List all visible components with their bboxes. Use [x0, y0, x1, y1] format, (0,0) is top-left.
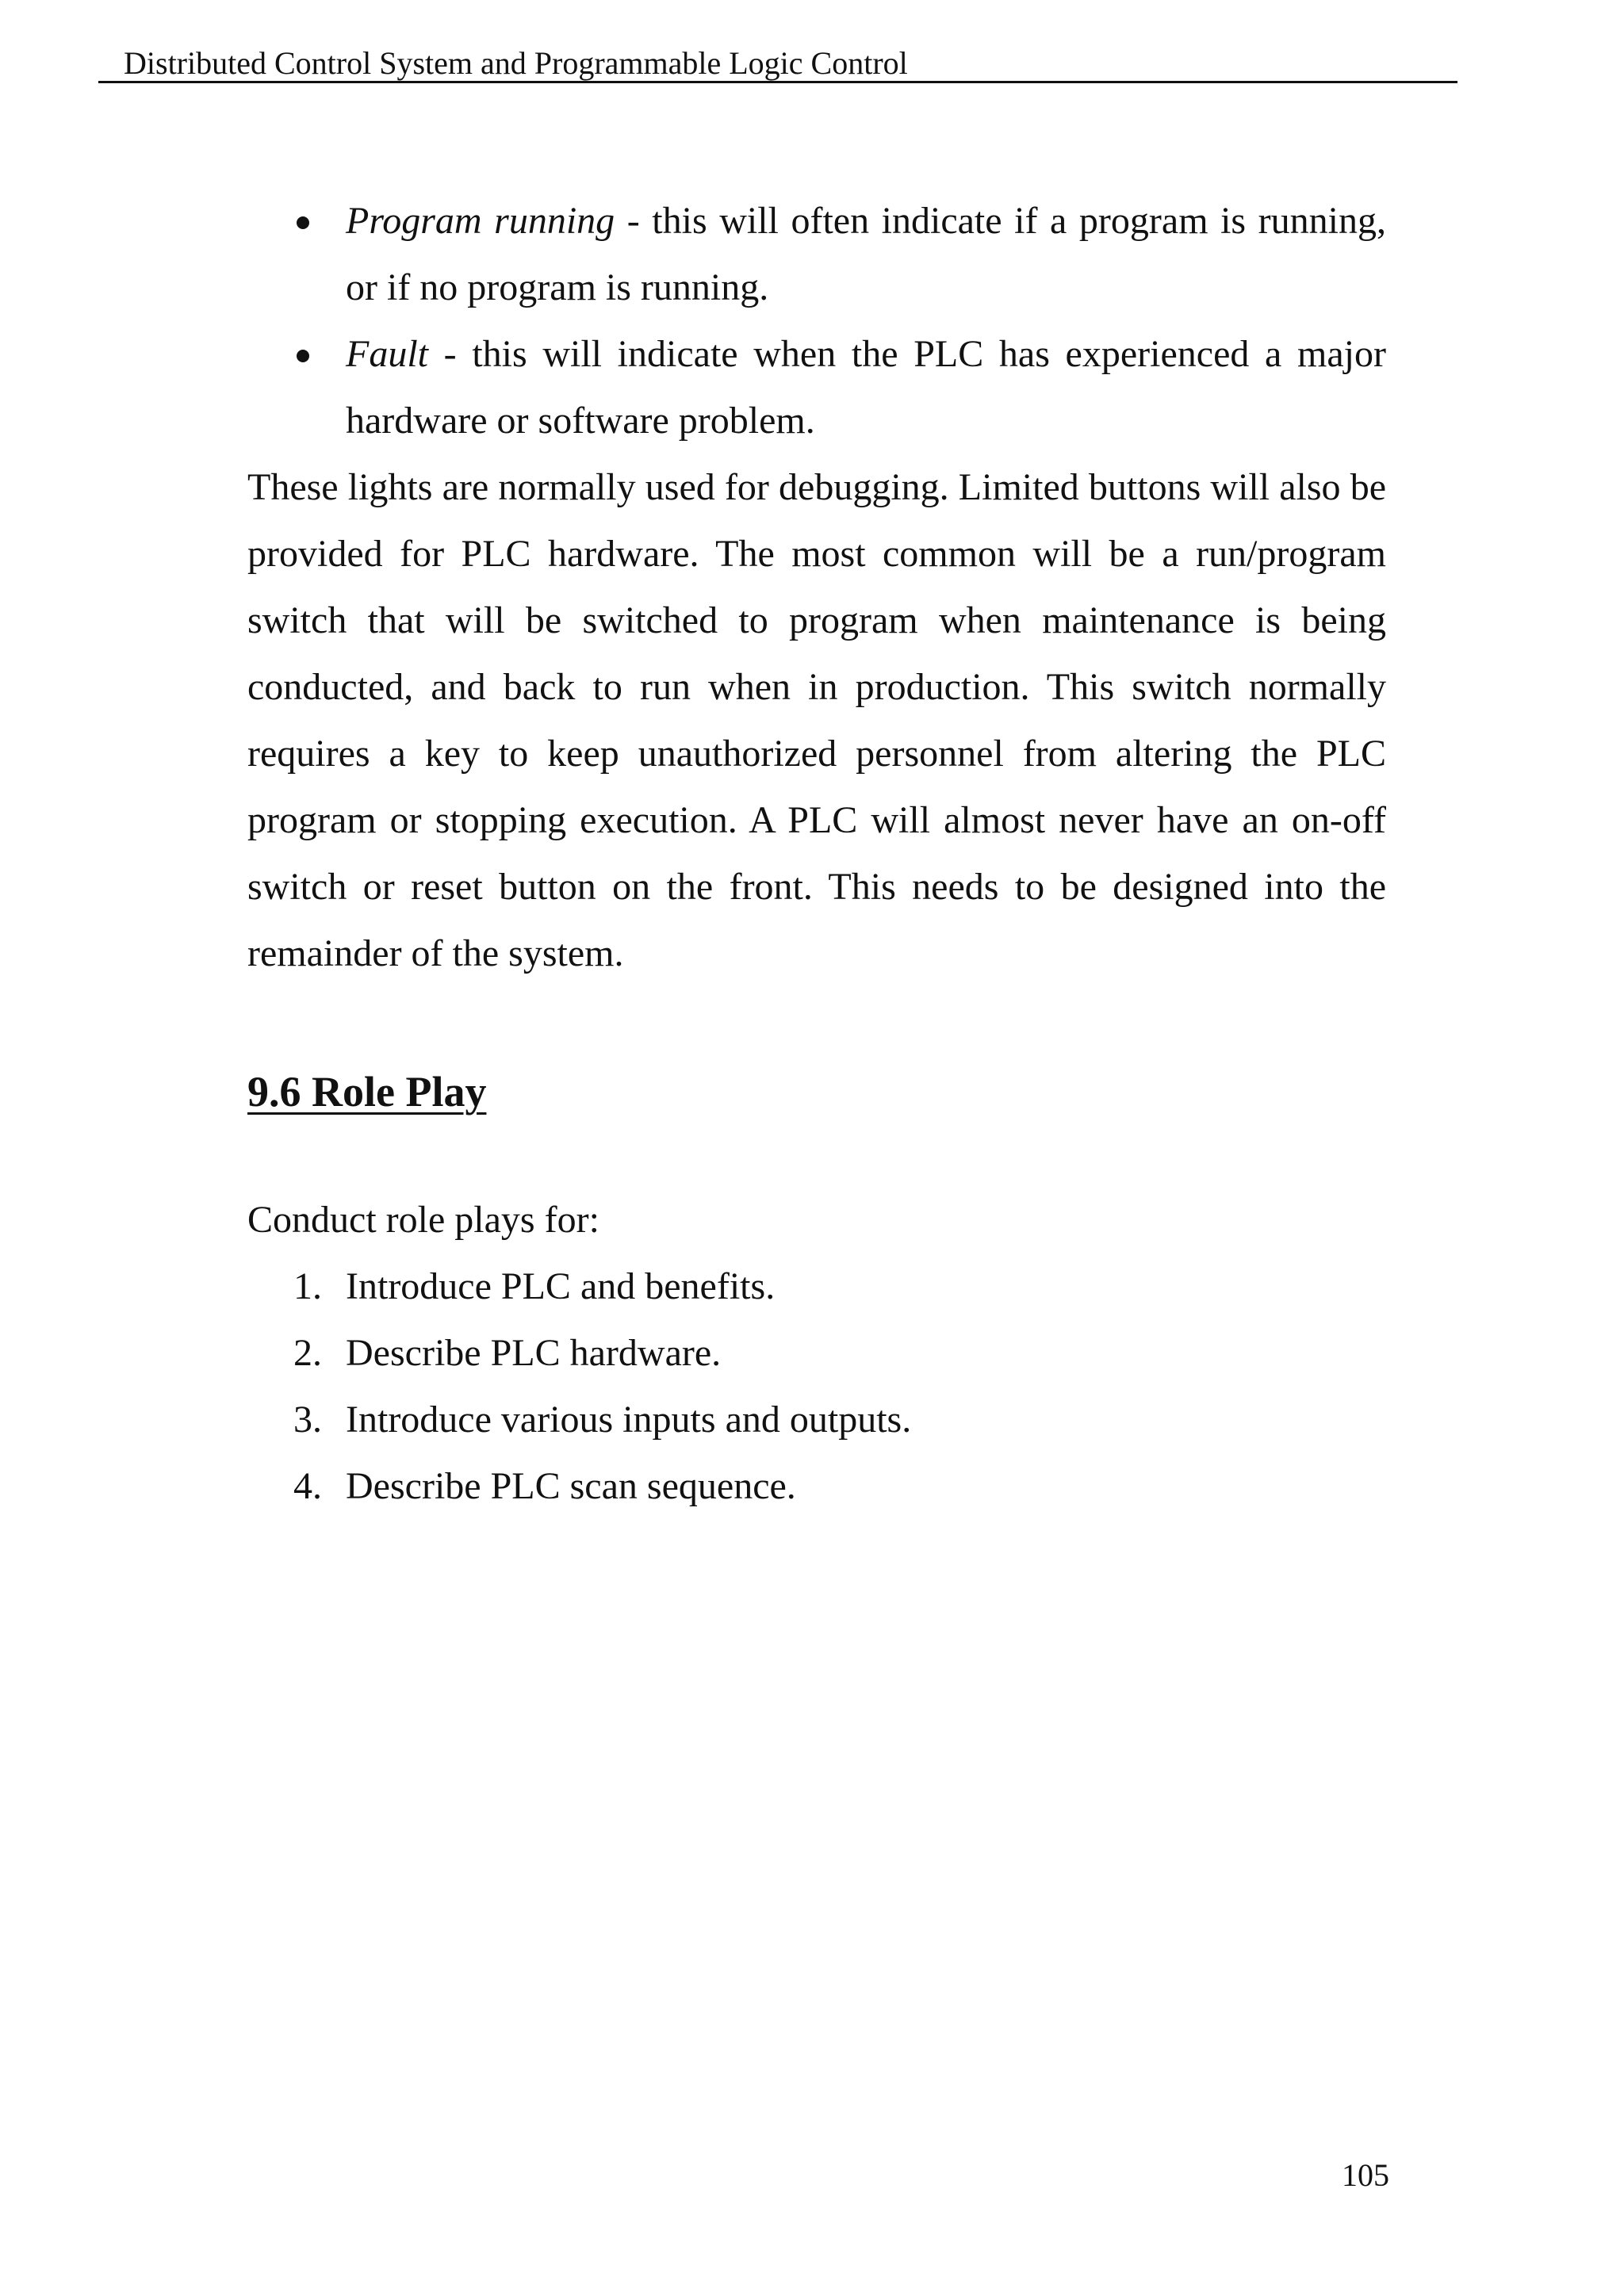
indicator-bullet-list — [247, 188, 1386, 454]
list-item-number: 4. — [293, 1465, 322, 1507]
bullet-text: - this will often indicate if a program is running, or if no program is running. — [346, 200, 1387, 308]
list-item — [247, 1320, 1386, 1387]
bullet-item — [247, 188, 1386, 321]
section-intro: Conduct role plays for: — [247, 1199, 599, 1241]
page-number: 105 — [1342, 2157, 1389, 2193]
list-item-number: 2. — [293, 1332, 322, 1374]
running-header-title: Distributed Control System and Programmable Logic Control — [124, 45, 908, 81]
body-paragraph: These lights are normally used for debugging. Limited buttons will also be provided for PLC hardware. The most common will be a run/program switch that will be switched to program when maintenance is being conducted, and back to run when in production. This switch normally requires a key to keep unauthorized personnel from altering the PLC program or stopping execution. A PLC will almost never have an on-off switch or reset button on the front. This needs to be designed into the remainder of the system. — [247, 466, 1386, 974]
list-item-text: Introduce various inputs and outputs. — [346, 1399, 912, 1441]
running-header — [98, 46, 1457, 83]
page-content — [247, 188, 1386, 1520]
bullet-icon — [297, 216, 309, 229]
section-heading: 9.6 Role Play — [247, 1068, 487, 1115]
bullet-term: Fault — [346, 333, 428, 375]
list-item — [247, 1453, 1386, 1520]
list-item-text: Describe PLC scan sequence. — [346, 1465, 796, 1507]
list-item-text: Introduce PLC and benefits. — [346, 1265, 776, 1307]
list-item-text: Describe PLC hardware. — [346, 1332, 722, 1374]
list-item — [247, 1387, 1386, 1453]
list-item — [247, 1253, 1386, 1320]
bullet-text: - this will indicate when the PLC has experienced a major hardware or software problem. — [346, 333, 1386, 442]
list-item-number: 1. — [293, 1265, 322, 1307]
bullet-item — [247, 321, 1386, 454]
list-item-number: 3. — [293, 1399, 322, 1441]
bullet-term: Program running — [346, 200, 615, 242]
role-play-list — [247, 1253, 1386, 1520]
bullet-icon — [297, 350, 309, 362]
